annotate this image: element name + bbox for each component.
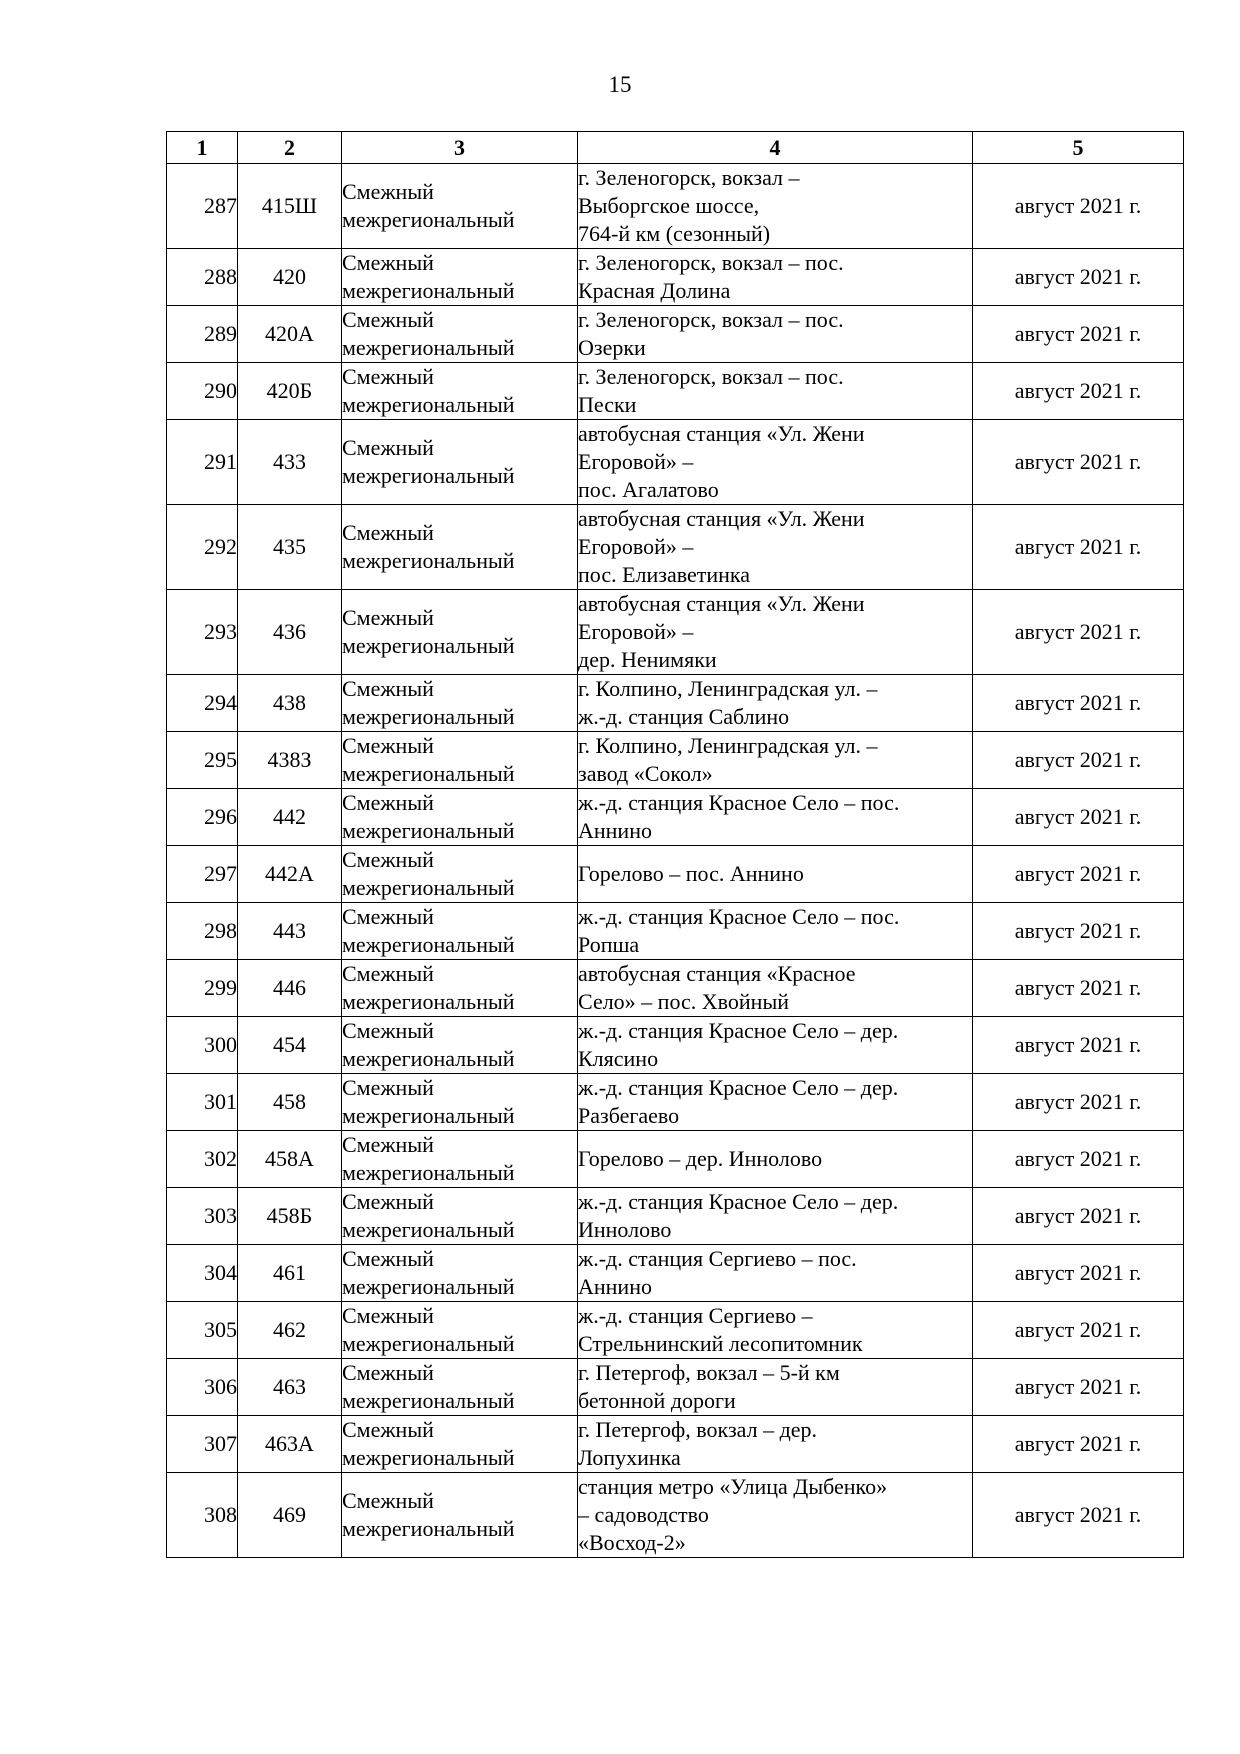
row-number: 301	[167, 1074, 238, 1131]
route-code: 461	[238, 1245, 342, 1302]
header-col-1: 1	[167, 132, 238, 164]
route-code: 446	[238, 960, 342, 1017]
start-date: август 2021 г.	[973, 363, 1184, 420]
route-code: 420Б	[238, 363, 342, 420]
route-description: ж.-д. станция Красное Село – пос. Аннино	[578, 789, 973, 846]
route-code: 442	[238, 789, 342, 846]
start-date: август 2021 г.	[973, 1473, 1184, 1558]
route-description: автобусная станция «Ул. Жени Егоровой» – пос. Агалатово	[578, 420, 973, 505]
route-code: 436	[238, 590, 342, 675]
start-date: август 2021 г.	[973, 1188, 1184, 1245]
route-code: 462	[238, 1302, 342, 1359]
start-date: август 2021 г.	[973, 164, 1184, 249]
route-type: Смежный межрегиональный	[342, 903, 578, 960]
route-description: г. Зеленогорск, вокзал – пос. Пески	[578, 363, 973, 420]
route-code: 458	[238, 1074, 342, 1131]
table-row	[167, 249, 1184, 306]
route-type: Смежный межрегиональный	[342, 164, 578, 249]
route-code: 443	[238, 903, 342, 960]
route-type: Смежный межрегиональный	[342, 960, 578, 1017]
route-type: Смежный межрегиональный	[342, 306, 578, 363]
route-description: г. Петергоф, вокзал – 5-й км бетонной дороги	[578, 1359, 973, 1416]
table-row	[167, 1245, 1184, 1302]
route-type: Смежный межрегиональный	[342, 420, 578, 505]
route-code: 438З	[238, 732, 342, 789]
row-number: 288	[167, 249, 238, 306]
table-row	[167, 846, 1184, 903]
route-code: 420А	[238, 306, 342, 363]
row-number: 294	[167, 675, 238, 732]
route-type: Смежный межрегиональный	[342, 1074, 578, 1131]
route-type: Смежный межрегиональный	[342, 363, 578, 420]
route-description: ж.-д. станция Красное Село – дер. Клясино	[578, 1017, 973, 1074]
start-date: август 2021 г.	[973, 1302, 1184, 1359]
route-description: Горелово – пос. Аннино	[578, 846, 973, 903]
start-date: август 2021 г.	[973, 249, 1184, 306]
table-row	[167, 363, 1184, 420]
route-description: ж.-д. станция Красное Село – дер. Разбегаево	[578, 1074, 973, 1131]
table-row	[167, 903, 1184, 960]
table-row	[167, 732, 1184, 789]
route-code: 454	[238, 1017, 342, 1074]
route-code: 435	[238, 505, 342, 590]
table-row	[167, 1416, 1184, 1473]
row-number: 297	[167, 846, 238, 903]
header-col-3: 3	[342, 132, 578, 164]
route-type: Смежный межрегиональный	[342, 1131, 578, 1188]
row-number: 302	[167, 1131, 238, 1188]
route-type: Смежный межрегиональный	[342, 1017, 578, 1074]
start-date: август 2021 г.	[973, 1074, 1184, 1131]
start-date: август 2021 г.	[973, 732, 1184, 789]
table-row	[167, 505, 1184, 590]
start-date: август 2021 г.	[973, 1416, 1184, 1473]
route-description: автобусная станция «Красное Село» – пос. Хвойный	[578, 960, 973, 1017]
start-date: август 2021 г.	[973, 903, 1184, 960]
table-row	[167, 789, 1184, 846]
row-number: 290	[167, 363, 238, 420]
start-date: август 2021 г.	[973, 846, 1184, 903]
table-row	[167, 1131, 1184, 1188]
row-number: 298	[167, 903, 238, 960]
route-type: Смежный межрегиональный	[342, 590, 578, 675]
route-code: 463	[238, 1359, 342, 1416]
header-col-4: 4	[578, 132, 973, 164]
table-row	[167, 675, 1184, 732]
route-type: Смежный межрегиональный	[342, 675, 578, 732]
route-type: Смежный межрегиональный	[342, 1416, 578, 1473]
row-number: 292	[167, 505, 238, 590]
route-code: 442А	[238, 846, 342, 903]
route-description: ж.-д. станция Сергиево – пос. Аннино	[578, 1245, 973, 1302]
table-row	[167, 306, 1184, 363]
header-col-5: 5	[973, 132, 1184, 164]
start-date: август 2021 г.	[973, 306, 1184, 363]
row-number: 307	[167, 1416, 238, 1473]
table-row	[167, 1074, 1184, 1131]
route-type: Смежный межрегиональный	[342, 1188, 578, 1245]
table-row	[167, 590, 1184, 675]
start-date: август 2021 г.	[973, 1131, 1184, 1188]
route-description: автобусная станция «Ул. Жени Егоровой» – пос. Елизаветинка	[578, 505, 973, 590]
table-row	[167, 1359, 1184, 1416]
table-header	[167, 132, 1184, 164]
header-row	[167, 132, 1184, 164]
table-row	[167, 164, 1184, 249]
route-type: Смежный межрегиональный	[342, 789, 578, 846]
row-number: 291	[167, 420, 238, 505]
route-description: г. Петергоф, вокзал – дер. Лопухинка	[578, 1416, 973, 1473]
row-number: 305	[167, 1302, 238, 1359]
start-date: август 2021 г.	[973, 1359, 1184, 1416]
row-number: 287	[167, 164, 238, 249]
start-date: август 2021 г.	[973, 1245, 1184, 1302]
row-number: 295	[167, 732, 238, 789]
route-code: 463А	[238, 1416, 342, 1473]
row-number: 304	[167, 1245, 238, 1302]
route-code: 469	[238, 1473, 342, 1558]
row-number: 299	[167, 960, 238, 1017]
table-row	[167, 1017, 1184, 1074]
table-row	[167, 1302, 1184, 1359]
start-date: август 2021 г.	[973, 590, 1184, 675]
route-type: Смежный межрегиональный	[342, 1359, 578, 1416]
route-code: 458А	[238, 1131, 342, 1188]
route-code: 458Б	[238, 1188, 342, 1245]
route-description: г. Колпино, Ленинградская ул. – завод «Сокол»	[578, 732, 973, 789]
row-number: 308	[167, 1473, 238, 1558]
route-type: Смежный межрегиональный	[342, 505, 578, 590]
start-date: август 2021 г.	[973, 505, 1184, 590]
table-row	[167, 960, 1184, 1017]
page-number: 15	[608, 72, 632, 97]
route-code: 438	[238, 675, 342, 732]
route-description: ж.-д. станция Красное Село – пос. Ропша	[578, 903, 973, 960]
row-number: 293	[167, 590, 238, 675]
route-type: Смежный межрегиональный	[342, 1245, 578, 1302]
route-description: г. Колпино, Ленинградская ул. – ж.-д. станция Саблино	[578, 675, 973, 732]
route-type: Смежный межрегиональный	[342, 249, 578, 306]
row-number: 289	[167, 306, 238, 363]
header-col-2: 2	[238, 132, 342, 164]
route-description: г. Зеленогорск, вокзал – пос. Красная Долина	[578, 249, 973, 306]
routes-table	[166, 131, 1184, 1558]
row-number: 300	[167, 1017, 238, 1074]
route-type: Смежный межрегиональный	[342, 846, 578, 903]
route-description: Горелово – дер. Иннолово	[578, 1131, 973, 1188]
start-date: август 2021 г.	[973, 420, 1184, 505]
start-date: август 2021 г.	[973, 675, 1184, 732]
route-type: Смежный межрегиональный	[342, 1473, 578, 1558]
route-description: ж.-д. станция Красное Село – дер. Иннолово	[578, 1188, 973, 1245]
route-description: ж.-д. станция Сергиево – Стрельнинский лесопитомник	[578, 1302, 973, 1359]
row-number: 296	[167, 789, 238, 846]
table-row	[167, 1188, 1184, 1245]
row-number: 306	[167, 1359, 238, 1416]
start-date: август 2021 г.	[973, 960, 1184, 1017]
route-type: Смежный межрегиональный	[342, 1302, 578, 1359]
row-number: 303	[167, 1188, 238, 1245]
table-body	[167, 164, 1184, 1558]
route-description: г. Зеленогорск, вокзал – Выборгское шоссе, 764-й км (сезонный)	[578, 164, 973, 249]
route-code: 415Ш	[238, 164, 342, 249]
start-date: август 2021 г.	[973, 789, 1184, 846]
route-description: станция метро «Улица Дыбенко» – садоводство «Восход-2»	[578, 1473, 973, 1558]
route-type: Смежный межрегиональный	[342, 732, 578, 789]
route-description: автобусная станция «Ул. Жени Егоровой» – дер. Ненимяки	[578, 590, 973, 675]
route-code: 433	[238, 420, 342, 505]
route-code: 420	[238, 249, 342, 306]
route-description: г. Зеленогорск, вокзал – пос. Озерки	[578, 306, 973, 363]
table-row	[167, 1473, 1184, 1558]
start-date: август 2021 г.	[973, 1017, 1184, 1074]
table-row	[167, 420, 1184, 505]
